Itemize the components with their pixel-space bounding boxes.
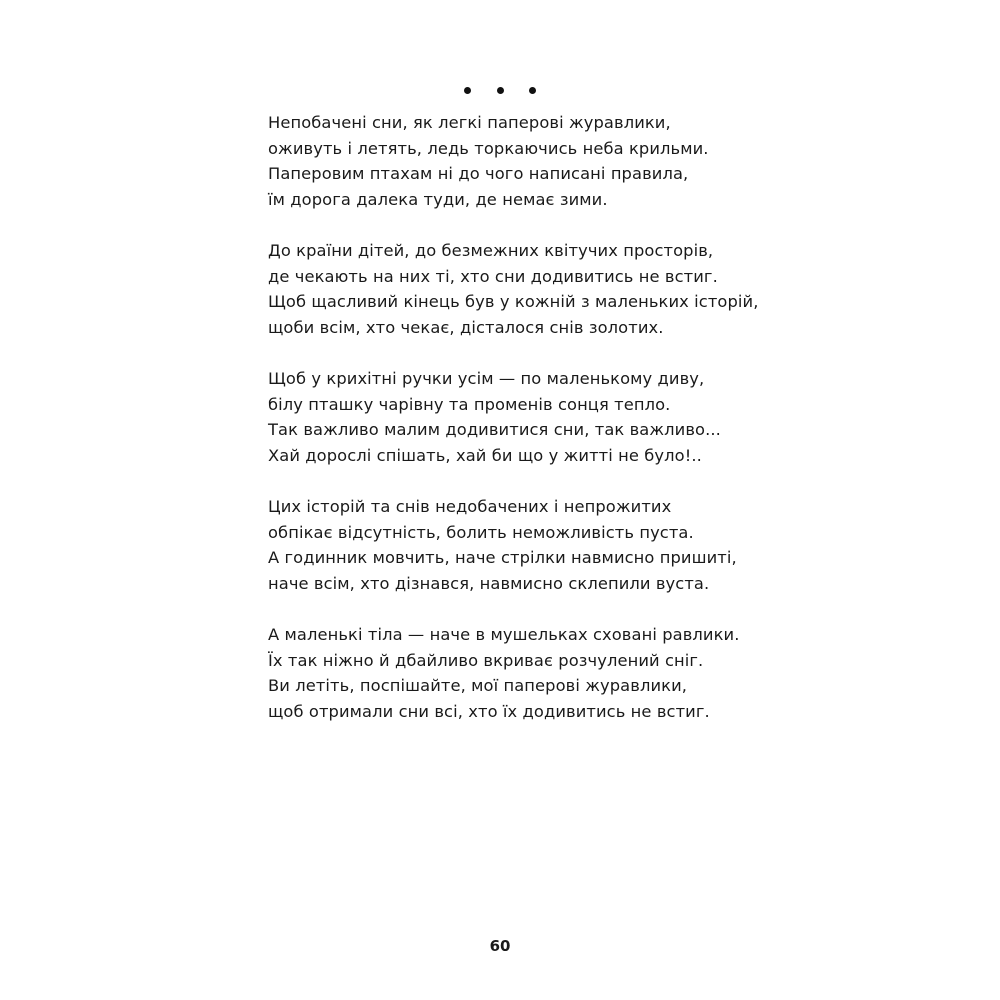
poem-line: їм дорога далека туди, де немає зими. [268, 189, 608, 209]
page-number: 60 [489, 937, 511, 955]
poem-line: де чекають на них ті, хто сни додивитись не встиг. [268, 266, 718, 286]
stanza-1 [268, 110, 748, 212]
poem-line: Щоб у крихітні ручки усім — по маленькому диву, [268, 369, 705, 388]
separator-dot [464, 87, 471, 94]
poem-line: щоби всім, хто чекає, дісталося снів золотих. [268, 317, 664, 337]
poem [268, 110, 759, 750]
stanza-5 [268, 622, 748, 724]
poem-line: До країни дітей, до безмежних квітучих просторів, [268, 241, 714, 260]
poem-line: Їх так ніжно й дбайливо вкриває розчулений сніг. [268, 650, 704, 670]
poem-line: Хай дорослі спішать, хай би що у житті не було!.. [268, 445, 702, 465]
separator-dot [529, 87, 536, 94]
poem-line: щоб отримали сни всі, хто їх додивитись не встиг. [268, 701, 710, 721]
poem-line: Щоб щасливий кінець був у кожній з маленьких історій, [268, 292, 759, 311]
stanza-3 [268, 366, 748, 468]
poem-line: Ви летіть, поспішайте, мої паперові журавлики, [268, 676, 688, 695]
poem-line: наче всім, хто дізнався, навмисно склепили вуста. [268, 573, 710, 593]
stanza-4 [268, 494, 748, 596]
poem-line: Так важливо малим додивитися сни, так важливо... [268, 420, 721, 439]
poem-line: Паперовим птахам ні до чого написані правила, [268, 164, 689, 183]
separator-dot [497, 87, 504, 94]
poem-line: А годинник мовчить, наче стрілки навмисно пришиті, [268, 548, 737, 567]
poem-line: обпікає відсутність, болить неможливість пуста. [268, 522, 694, 542]
poem-line: білу пташку чарівну та променів сонця тепло. [268, 394, 671, 414]
poem-line: Цих історій та снів недобачених і непрожитих [268, 497, 672, 516]
stanza-2 [268, 238, 759, 340]
section-separator [0, 80, 1000, 100]
poem-line: А маленькі тіла — наче в мушельках сховані равлики. [268, 625, 740, 644]
poem-line: Непобачені сни, як легкі паперові журавлики, [268, 113, 671, 132]
poem-line: оживуть і летять, ледь торкаючись неба крильми. [268, 138, 709, 158]
